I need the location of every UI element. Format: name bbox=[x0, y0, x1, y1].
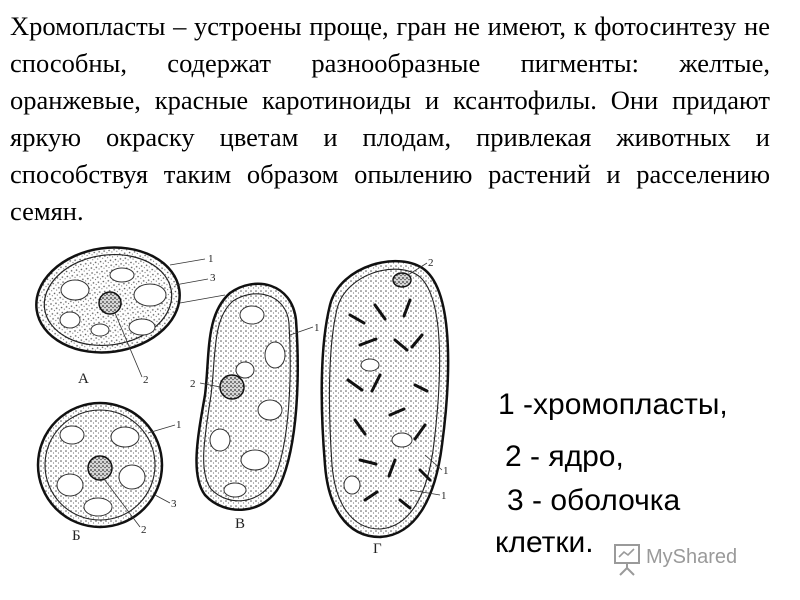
chromoplast-description: Хромопласты – устроены проще, гран не имеют, к фотосинтезу не способны, содержат разнообразные пигменты: желтые, оранжевые, красные каротиноиды и ксантофилы. Они придают яркую окраску цветам и плодам, привлекая животных и способствуя таким образом опылению растений и расселению семян. bbox=[10, 11, 770, 226]
legend-cell-wall-continued: клетки. bbox=[495, 526, 594, 559]
cell-v-letter: В bbox=[235, 516, 246, 532]
svg-text:2: 2 bbox=[141, 524, 147, 536]
svg-text:3: 3 bbox=[210, 272, 216, 284]
svg-text:1: 1 bbox=[441, 490, 447, 502]
svg-text:3: 3 bbox=[171, 498, 177, 510]
svg-text:1: 1 bbox=[314, 322, 320, 334]
svg-text:1: 1 bbox=[176, 419, 182, 431]
cells-illustration bbox=[30, 245, 460, 565]
svg-text:1: 1 bbox=[443, 465, 449, 477]
cell-b-letter: Б bbox=[72, 528, 81, 544]
svg-text:2: 2 bbox=[428, 257, 434, 269]
cell-a bbox=[30, 245, 216, 387]
cell-b bbox=[38, 403, 182, 544]
watermark-text: MyShared bbox=[646, 546, 738, 568]
cell-g bbox=[322, 257, 449, 557]
presentation-board-icon bbox=[612, 542, 642, 576]
svg-text:2: 2 bbox=[143, 374, 149, 386]
cell-v bbox=[180, 284, 320, 532]
cell-g-letter: Г bbox=[373, 541, 382, 557]
legend-nucleus: 2 - ядро, bbox=[505, 440, 624, 473]
cell-a-letter: А bbox=[78, 371, 89, 387]
legend-cell-wall: 3 - оболочка bbox=[507, 484, 681, 517]
watermark bbox=[608, 540, 778, 580]
svg-text:1: 1 bbox=[208, 253, 214, 265]
svg-text:2: 2 bbox=[190, 378, 196, 390]
legend-chromoplasts: 1 -хромопласты, bbox=[498, 388, 728, 421]
